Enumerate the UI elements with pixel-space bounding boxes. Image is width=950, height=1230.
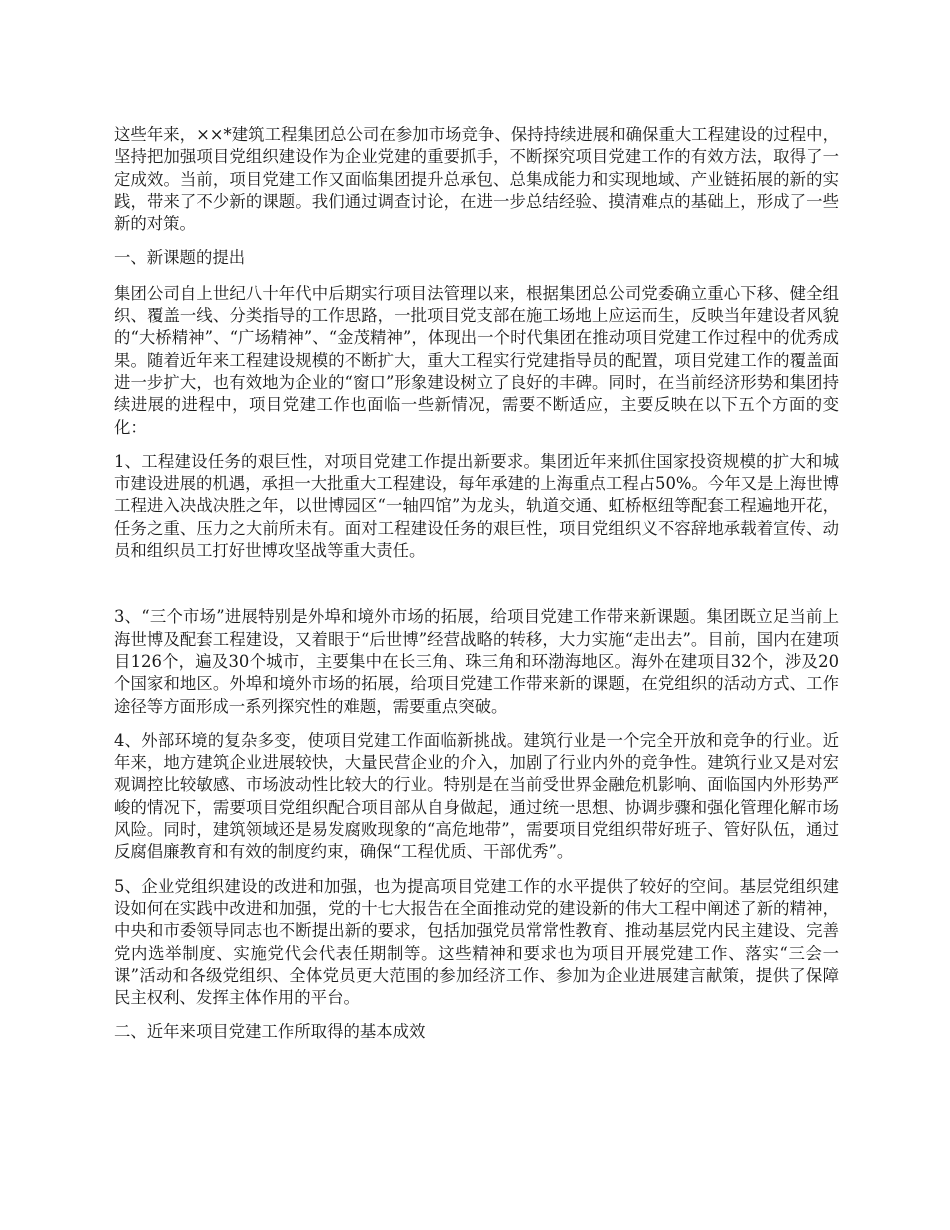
section-heading-1: 一、新课题的提出 (114, 248, 246, 268)
section-1-paragraph: 集团公司自上世纪八十年代中后期实行项目法管理以来，根据集团总公司党委确立重心下移、健全组织、覆盖一线、分类指导的工作思路，一批项目党支部在施工场地上应运而生，反映当年建设者风貌的“大桥精神”、“广场精神”、“金茂精神”，体现出一个时代集团在推动项目党建工作过程中的优秀成果。随着近年来工程建设规模的不断扩大，重大工程实行党建指导员的配置，项目党建工作的覆盖面进一步扩大，也有效地为企业的“窗口”形象建设树立了良好的丰碑。同时，在当前经济形势和集团持续进展的进程中，项目党建工作也面临一些新情况，需要不断适应，主要反映在以下五个方面的变化： (114, 283, 839, 437)
point-5-paragraph: 5、企业党组织建设的改进和加强，也为提高项目党建工作的水平提供了较好的空间。基层党组织建设如何在实践中改进和加强，党的十七大报告在全面推动党的建设新的伟大工程中阐述了新的精神，中央和市委领导同志也不断提出新的要求，包括加强党员常常性教育、推动基层党内民主建设、完善党内选举制度、实施党代会代表任期制等。这些精神和要求也为项目开展党建工作、落实“三会一课”活动和各级党组织、全体党员更大范围的参加经济工作、参加为企业进展建言献策，提供了保障民主权利、发挥主体作用的平台。 (114, 876, 839, 1008)
point-4-paragraph: 4、外部环境的复杂多变，使项目党建工作面临新挑战。建筑行业是一个完全开放和竞争的行业。近年来，地方建筑企业进展较快，大量民营企业的介入，加剧了行业内外的竞争性。建筑行业又是对宏观调控比较敏感、市场波动性比较大的行业。特别是在当前受世界金融危机影响、面临国内外形势严峻的情况下，需要项目党组织配合项目部从自身做起，通过统一思想、协调步骤和强化管理化解市场风险。同时，建筑领域还是易发腐败现象的“高危地带”，需要项目党组织带好班子、管好队伍，通过反腐倡廉教育和有效的制度约束，确保“工程优质、干部优秀”。 (114, 730, 839, 862)
point-1-paragraph: 1、工程建设任务的艰巨性，对项目党建工作提出新要求。集团近年来抓住国家投资规模的扩大和城市建设进展的机遇，承担一大批重大工程建设，每年承建的上海重点工程占50%。今年又是上海世博工程进入决战决胜之年，以世博园区“一轴四馆”为龙头，轨道交通、虹桥枢纽等配套工程遍地开花，任务之重、压力之大前所未有。面对工程建设任务的艰巨性，项目党组织义不容辞地承载着宣传、动员和组织员工打好世博攻坚战等重大责任。 (114, 451, 839, 561)
section-heading-2: 二、近年来项目党建工作所取得的基本成效 (114, 1022, 426, 1042)
document-body (114, 124, 839, 1057)
intro-paragraph: 这些年来，××*建筑工程集团总公司在参加市场竞争、保持持续进展和确保重大工程建设的过程中，坚持把加强项目党组织建设作为企业党建的重要抓手，不断探究项目党建工作的有效方法，取得了一定成效。当前，项目党建工作又面临集团提升总承包、总集成能力和实现地域、产业链拓展的新的实践，带来了不少新的课题。我们通过调查讨论，在进一步总结经验、摸清难点的基础上，形成了一些新的对策。 (114, 125, 839, 234)
point-3-paragraph: 3、“三个市场”进展特别是外埠和境外市场的拓展，给项目党建工作带来新课题。集团既立足当前上海世博及配套工程建设，又着眼于“后世博”经营战略的转移，大力实施“走出去”。目前，国内在建项目126个，遍及30个城市，主要集中在长三角、珠三角和环渤海地区。海外在建项目32个，涉及20个国家和地区。外埠和境外市场的拓展，给项目党建工作带来新的课题，在党组织的活动方式、工作途径等方面形成一系列探究性的难题，需要重点突破。 (114, 607, 839, 716)
